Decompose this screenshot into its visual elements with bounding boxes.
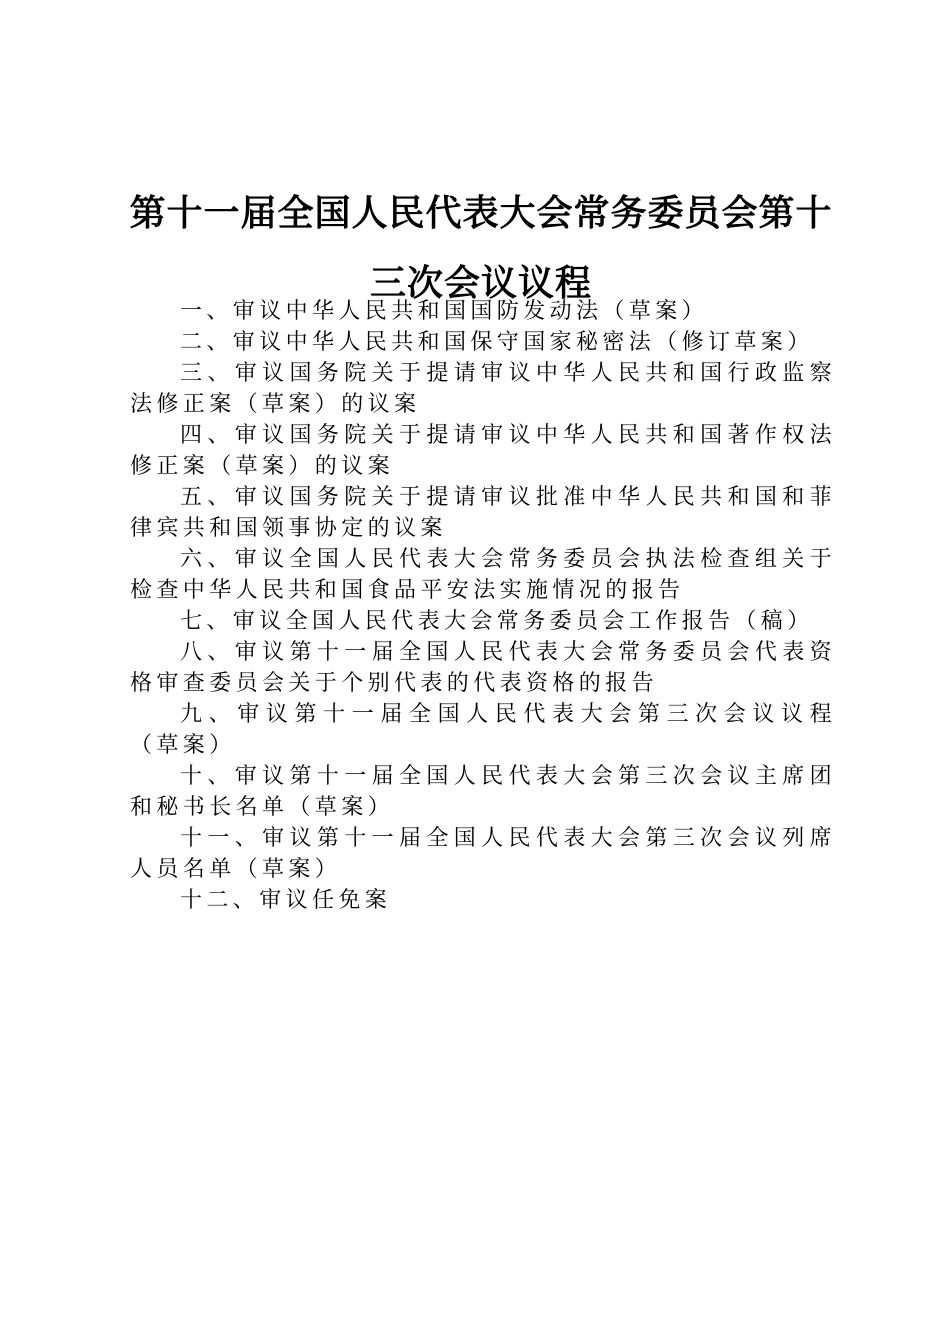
- agenda-item-5: 五、审议国务院关于提请审议批准中华人民共和国和菲律宾共和国领事协定的议案: [130, 485, 836, 541]
- agenda-item-1: 一、审议中华人民共和国国防发动法（草案）: [180, 299, 709, 324]
- agenda-item-4: 四、审议国务院关于提请审议中华人民共和国著作权法修正案（草案）的议案: [130, 423, 836, 479]
- agenda-item-10: 十、审议第十一届全国人民代表大会第三次会议主席团和秘书长名单（草案）: [130, 764, 836, 820]
- document-title: 第十一届全国人民代表大会常务委员会第十三次会议议程: [129, 192, 833, 304]
- agenda-item-12: 十二、审议任免案: [180, 888, 392, 913]
- agenda-item-6: 六、审议全国人民代表大会常务委员会执法检查组关于检查中华人民共和国食品平安法实施情况的报告: [130, 547, 836, 603]
- agenda-item-7: 七、审议全国人民代表大会常务委员会工作报告（稿）: [180, 609, 814, 634]
- agenda-item-9: 九、审议第十一届全国人民代表大会第三次会议议程（草案）: [130, 702, 836, 758]
- agenda-item-11: 十一、审议第十一届全国人民代表大会第三次会议列席人员名单（草案）: [130, 826, 836, 882]
- agenda-item-2: 二、审议中华人民共和国保守国家秘密法（修订草案）: [180, 330, 814, 355]
- agenda-list: [130, 296, 836, 916]
- agenda-item-8: 八、审议第十一届全国人民代表大会常务委员会代表资格审查委员会关于个别代表的代表资格的报告: [130, 640, 836, 696]
- agenda-item-3: 三、审议国务院关于提请审议中华人民共和国行政监察法修正案（草案）的议案: [130, 361, 836, 417]
